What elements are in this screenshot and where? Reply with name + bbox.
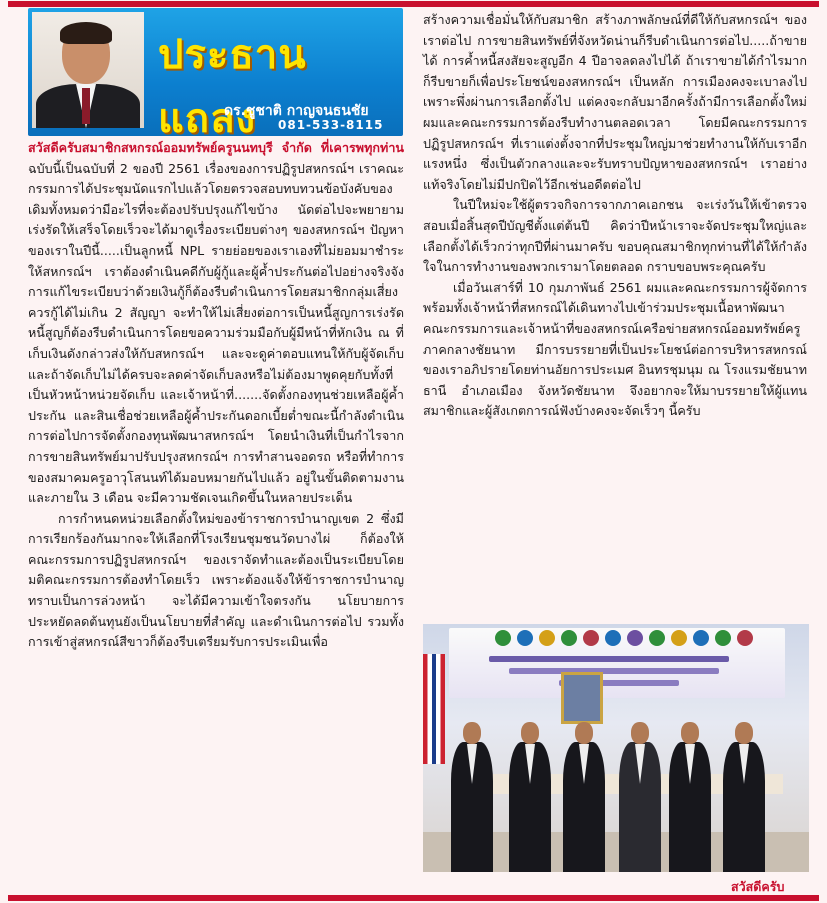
top-border [8,1,819,7]
left-column [28,138,404,653]
paragraph: สร้างความเชื่อมั่นให้กับสมาชิก สร้างภาพลักษณ์ที่ดีให้กับสหกรณ์ฯ ของเราต่อไป การขายสินทรัพย์ที่จังหวัดน่านก็รีบดำเนินการต่อไป.....ถ้าขายได้ การค้ำหนี้สงสัยจะสูญอีก 4 ปีอาจลดลงไปได้ ถ้าเราขายได้กำไรมากก็รีบขายก็เพื่อประโยชน์ของสหกรณ์ฯ เป็นหลัก การเมืองคงจะเบาลงไปเพราะพึ่งผ่านการเลือกตั้งไป แต่คงจะกลับมาอีกครั้งถ้ามีการเลือกตั้งใหม่ ผมและคณะกรรมการต้องรีบทำงานตลอดเวลา โดยมีคณะกรรมการปฏิรูปสหกรณ์ฯ ที่เราแต่งตั้งจากที่ประชุมใหญ่มาช่วยทำงานให้กับเราอีกแรงหนึ่ง ซึ่งเป็นตัวกลางและจะรับทราบปัญหาของสหกรณ์ฯ เราอย่างแท้จริงโดยไม่มีปกปิดไว้อีกเช่นอดีตต่อไป [423,12,807,192]
paragraph: ฉบับนี้เป็นฉบับที่ 2 ของปี 2561 เรื่องของการปฏิรูปสหกรณ์ฯ เราคณะกรรมการได้ประชุมนัดแรกไปแล้วโดยตรวจสอบทบทวนข้อบังคับของเดิมทั้งหมดว่ามีอะไรที่จะต้องปรับปรุงแก้ไขบ้าง นัดต่อไปจะพยายามเร่งรัดให้เสร็จโดยเร็วจะได้มาดูเรื่องระเบียบต่างๆ ของสหกรณ์ฯ ปัญหาของเราในปีนี้.....เป็นลูกหนี้ NPL รายย่อยของเราเองที่ไม่ยอมมาชำระให้สหกรณ์ฯ เราต้องดำเนินคดีกับผู้กู้และผู้ค้ำประกันต่อไปอย่างจริงจังการแก้ไขระเบียบว่าด้วยเงินกู้ก็ต้องรีบดำเนินการโดยสมาชิกกลุ่มเสี่ยงควรกู้ได้ไม่เกิน 2 สัญญา จะทำให้ไม่เสี่ยงต่อการเป็นหนี้สูญการเร่งรัดหนี้สูญก็ต้องรีบดำเนินการโดยขอความร่วมมือกับผู้มีหน้าที่หักเงิน ณ ที่เก็บเงินดังกล่าวส่งให้กับสหกรณ์ฯ และจะดูค่าตอบแทนให้กับผู้จัดเก็บและถ้าจัดเก็บไม่ได้ครบจะลดค่าจัดเก็บลงหรือไม่ต้องมาพูดคุยกับทั้งที่เป็นหัวหน้าหน่วยจัดเก็บ และเจ้าหน้าที่.......จัดตั้งกองทุนช่วยเหลือผู้ค้ำประกัน และสินเชื่อช่วยเหลือผู้ค้ำประกันดอกเบี้ยต่ำขณะนี้กำลังดำเนินการต่อไปการจัดตั้งกองทุนพัฒนาสหกรณ์ฯ โดยนำเงินที่เป็นกำไรจากการขายสินทรัพย์มาปรับปรุงสหกรณ์ฯ การทำสานจอดรถ หรือที่ทำการของสมาคมครูอาวุโสนนท์ได้มอบหมายกันไปแล้ว อยู่ในขั้นติดตามงาน และภายใน 3 เดือน จะมีความชัดเจนเกิดขึ้นในหลายประเด็น [28,160,404,506]
author-name: ดร.ชูชาติ กาญจนธนชัย [224,103,369,119]
author-photo [32,12,144,128]
paragraph: ในปีใหม่จะใช้ผู้ตรวจกิจการจากภาคเอกชน จะเร่งวันให้เข้าตรวจสอบเมื่อสิ้นสุดปีบัญชีตั้งแต่ต้นปี คิดว่าปีหน้าเราจะจัดประชุมใหญ่และเลือกตั้งได้เร็วกว่าทุกปีที่ผ่านมาครับ ขอบคุณสมาชิกทุกท่านที่ได้ให้กำลังใจในการทำงานของพวกเรามาโดยตลอด กราบขอบพระคุณครับ [423,197,807,275]
right-column [423,10,807,422]
column-title: ประธานแถลง [158,32,307,136]
signoff: สวัสดีครับ [731,879,785,894]
event-banner [449,628,785,698]
royal-portrait [561,672,603,724]
bottom-border [8,895,819,901]
paragraph: การกำหนดหน่วยเลือกตั้งใหม่ของข้าราชการบำนาญเขต 2 ซึ่งมีการเรียกร้องกันมากจะให้เลือกที่โรงเรียนชุมชนวัดบางไผ่ ก็ต้องให้คณะกรรมการปฏิรูปสหกรณ์ฯ ของเราจัดทำและต้องเป็นระเบียบโดยมติคณะกรรมการต้องทำโดยเร็ว เพราะต้องแจ้งให้ข้าราชการบำนาญทราบเป็นการล่วงหน้า จะได้มีความเข้าใจตรงกัน นโยบายการประหยัดลดต้นทุนยังเป็นนโยบายที่สำคัญ และดำเนินการต่อไป รวมทั้งการเข้าสู่สหกรณ์สีขาวก็ต้องรีบเตรียมรับการประเมินเพื่อ [28,510,404,650]
paragraph: เมื่อวันเสาร์ที่ 10 กุมภาพันธ์ 2561 ผมและคณะกรรมการผู้จัดการพร้อมทั้งเจ้าหน้าที่สหกรณ์ได้เดินทางไปเข้าร่วมประชุมเนื้อหาพัฒนาคณะกรรมการและเจ้าหน้าที่ของสหกรณ์เครือข่ายสหกรณ์ออมทรัพย์ครูภาคกลางชัยนาท มีการบรรยายที่เป็นประโยชน์ต่อการบริหารสหกรณ์ของเราอภิปรายโดยท่านอัยการประเมศ อินทรชุมนุม ณ โรงแรมชัยนาทธานี อำเภอเมือง จังหวัดชัยนาท จึงอยากจะให้มาบรรยายให้ผู้แทนสมาชิกและผู้สังเกตการณ์ฟังบ้างคงจะจัดเร็วๆ นี้ครับ [423,279,807,419]
column-header [28,8,403,136]
author-phone: 081-533-8115 [278,118,384,132]
thai-flag [423,654,445,764]
greeting: สวัสดีครับสมาชิกสหกรณ์ออมทรัพย์ครูนนทบุรี จำกัด ที่เคารพทุกท่าน [28,140,404,155]
event-photo [423,624,809,872]
